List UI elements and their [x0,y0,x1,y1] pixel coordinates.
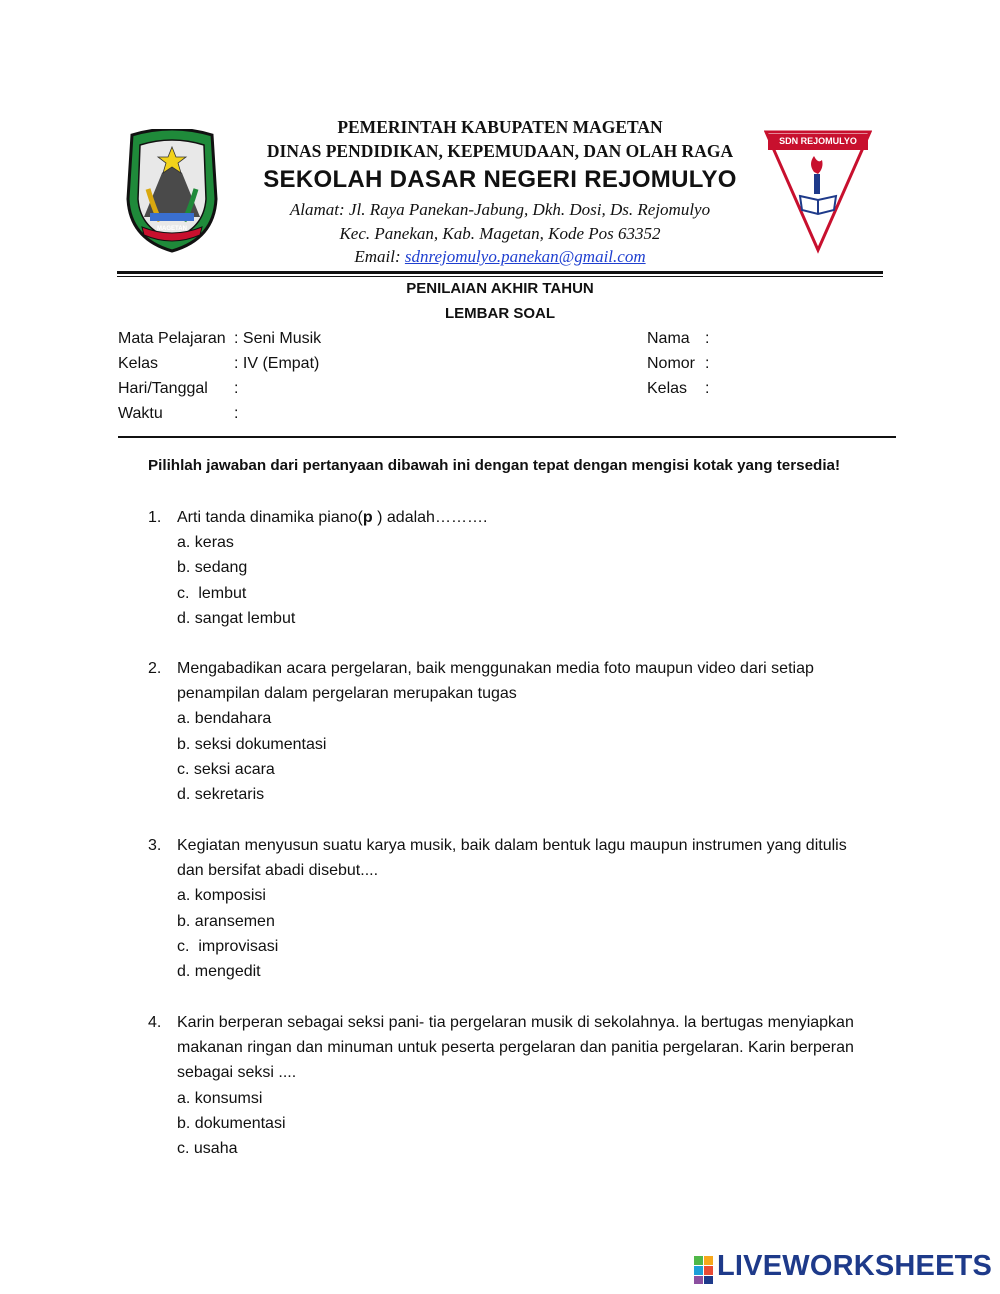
school-name: SEKOLAH DASAR NEGERI REJOMULYO [263,166,737,193]
email-label: Email: [354,247,401,266]
info-value-number[interactable]: : [705,355,710,372]
info-label-number: Nomor [647,355,696,372]
info-value-time: : [234,405,239,422]
option-c[interactable]: c. usaha [177,1140,238,1158]
question-4 [148,1010,888,1161]
sheet-title: LEMBAR SOAL [445,305,555,322]
info-label-student-class: Kelas [647,380,688,397]
question-text-part: ) adalah………. [372,509,488,526]
info-value-date: : [234,380,239,397]
question-2 [148,656,888,807]
option-b[interactable]: b. seksi dokumentasi [177,735,327,753]
info-value-name[interactable]: : [705,330,710,347]
question-number: 1. [148,509,162,526]
government-name: PEMERINTAH KABUPATEN MAGETAN [337,117,663,137]
option-d[interactable]: d. sangat lembut [177,609,296,627]
option-c[interactable]: c. lembut [177,584,247,602]
info-value-subject: : Seni Musik [234,330,322,347]
option-b[interactable]: b. sedang [177,559,248,577]
question-text-part: Arti tanda dinamika piano( [177,509,363,526]
instruction-text: Pilihlah jawaban dari pertanyaan dibawah ini dengan tepat dengan mengisi kotak yang tersedia! [148,457,841,474]
question-1 [148,505,888,631]
letterhead-rule-thick [117,271,883,274]
address-line-1: Alamat: Jl. Raya Panekan-Jabung, Dkh. Dosi, Ds. Rejomulyo [289,200,711,219]
question-number: 3. [148,837,162,854]
exam-title: PENILAIAN AKHIR TAHUN [406,280,594,297]
email-line [0,247,1000,267]
question-text [177,505,888,530]
question-text: Kegiatan menyusun suatu karya musik, baik dalam bentuk lagu maupun instrumen yang ditulis dan bersifat abadi disebut.... [177,837,847,880]
question-text: Karin berperan sebagai seksi pani- tia pergelaran musik di sekolahnya. la bertugas menyiapkan makanan ringan dan minuman untuk peserta pergelaran dan panitia pergelaran. Karin berperan sebagai seksi .... [177,1014,854,1082]
question-number: 2. [148,660,162,677]
option-b[interactable]: b. dokumentasi [177,1114,286,1132]
dynamic-symbol: p [362,509,373,526]
info-label-date: Hari/Tanggal [118,380,208,397]
crest-banner-text: MAGETAN [157,226,187,232]
question-text: Mengabadikan acara pergelaran, baik menggunakan media foto maupun video dari setiap penampilan dalam pergelaran merupakan tugas [177,660,814,703]
question-number: 4. [148,1014,162,1031]
info-label-subject: Mata Pelajaran [118,330,226,347]
info-label-time: Waktu [118,405,163,422]
info-label-name: Nama [647,330,690,347]
info-label-class: Kelas [118,355,159,372]
option-a[interactable]: a. bendahara [177,710,272,728]
option-b[interactable]: b. aransemen [177,912,275,930]
letterhead-rule-thin [117,276,883,277]
info-divider [118,436,896,438]
question-3 [148,833,888,984]
option-c[interactable]: c. improvisasi [177,937,279,955]
option-a[interactable]: a. konsumsi [177,1089,263,1107]
option-d[interactable]: d. mengedit [177,963,261,981]
right-logo-label: SDN REJOMULYO [779,136,857,146]
option-a[interactable]: a. komposisi [177,887,266,905]
option-c[interactable]: c. seksi acara [177,760,275,778]
department-name: DINAS PENDIDIKAN, KEPEMUDAAN, DAN OLAH RAGA [266,141,734,161]
liveworksheets-logo-icon [694,1256,714,1284]
option-a[interactable]: a. keras [177,534,234,552]
email-link[interactable]: sdnrejomulyo.panekan@gmail.com [404,247,646,266]
info-value-class: : IV (Empat) [234,355,320,372]
address-line-2: Kec. Panekan, Kab. Magetan, Kode Pos 63352 [339,224,661,243]
info-value-student-class[interactable]: : [705,380,710,397]
brand-text: LIVEWORKSHEETS [717,1250,993,1282]
option-d[interactable]: d. sekretaris [177,786,265,804]
